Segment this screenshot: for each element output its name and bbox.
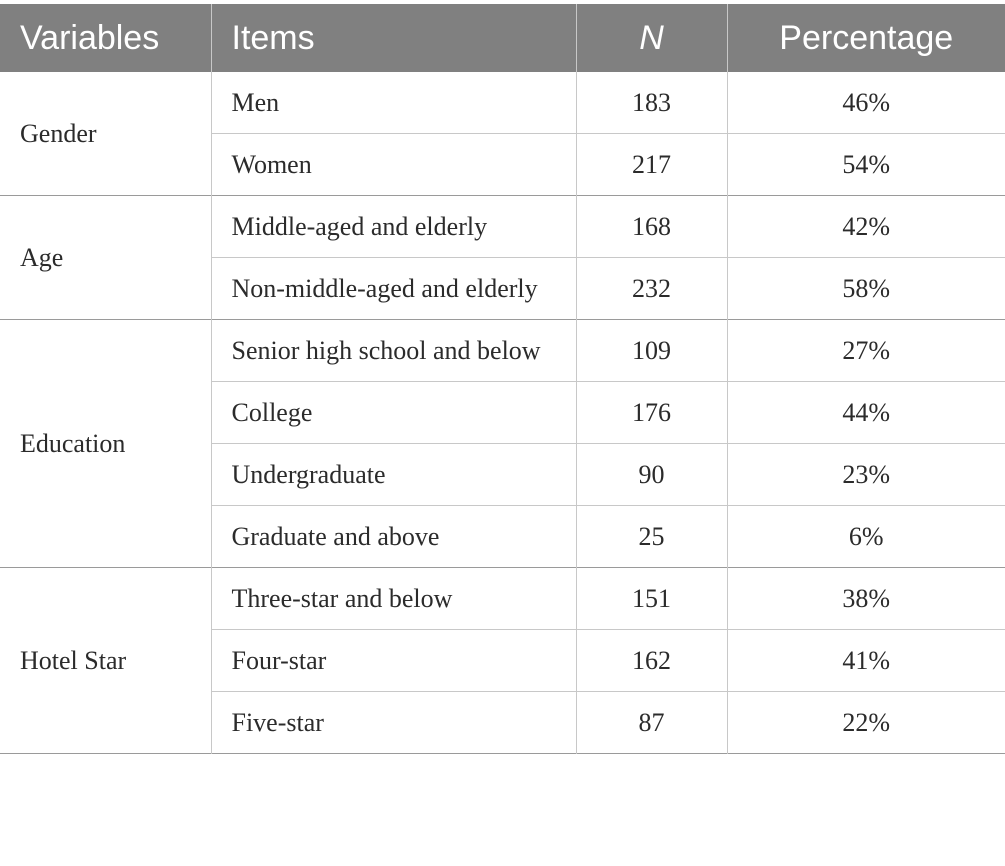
variable-cell: Age xyxy=(0,196,211,320)
table-row xyxy=(0,72,1005,134)
percentage-cell: 44% xyxy=(727,382,1005,444)
variable-cell: Gender xyxy=(0,72,211,196)
n-cell: 168 xyxy=(576,196,727,258)
variable-cell: Education xyxy=(0,320,211,568)
item-cell: Women xyxy=(211,134,576,196)
item-cell: Non-middle-aged and elderly xyxy=(211,258,576,320)
n-cell: 176 xyxy=(576,382,727,444)
percentage-cell: 58% xyxy=(727,258,1005,320)
item-cell: Graduate and above xyxy=(211,506,576,568)
table-header xyxy=(0,4,1005,72)
n-cell: 25 xyxy=(576,506,727,568)
percentage-cell: 46% xyxy=(842,88,891,117)
item-cell: Senior high school and below xyxy=(211,320,576,382)
item-cell: Middle-aged and elderly xyxy=(211,196,576,258)
variable-cell: Hotel Star xyxy=(0,568,211,754)
percentage-cell: 54% xyxy=(727,134,1005,196)
percentage-cell: 6% xyxy=(727,506,1005,568)
percentage-cell: 23% xyxy=(727,444,1005,506)
item-cell: Three-star and below xyxy=(211,568,576,630)
percentage-cell: 27% xyxy=(727,320,1005,382)
demographics-table xyxy=(0,4,1005,754)
header-n: N xyxy=(576,4,727,72)
n-cell: 162 xyxy=(576,630,727,692)
table-row xyxy=(0,568,1005,630)
header-row xyxy=(0,4,1005,72)
header-items: Items xyxy=(211,4,576,72)
percentage-cell: 41% xyxy=(727,630,1005,692)
item-cell: Men xyxy=(211,72,576,134)
item-cell: College xyxy=(211,382,576,444)
n-cell: 232 xyxy=(576,258,727,320)
n-cell: 87 xyxy=(576,692,727,754)
n-cell: 109 xyxy=(576,320,727,382)
item-cell: Five-star xyxy=(211,692,576,754)
percentage-cell: 22% xyxy=(727,692,1005,754)
item-cell: Four-star xyxy=(211,630,576,692)
table-row xyxy=(0,320,1005,382)
table-body xyxy=(0,72,1005,754)
n-cell: 151 xyxy=(576,568,727,630)
header-variables: Variables xyxy=(0,4,211,72)
n-cell: 183 xyxy=(576,72,727,134)
table-row xyxy=(0,196,1005,258)
percentage-cell: 42% xyxy=(727,196,1005,258)
header-percentage: Percentage xyxy=(727,4,1005,72)
n-cell: 217 xyxy=(576,134,727,196)
percentage-cell: 38% xyxy=(727,568,1005,630)
item-cell: Undergraduate xyxy=(211,444,576,506)
n-cell: 90 xyxy=(576,444,727,506)
